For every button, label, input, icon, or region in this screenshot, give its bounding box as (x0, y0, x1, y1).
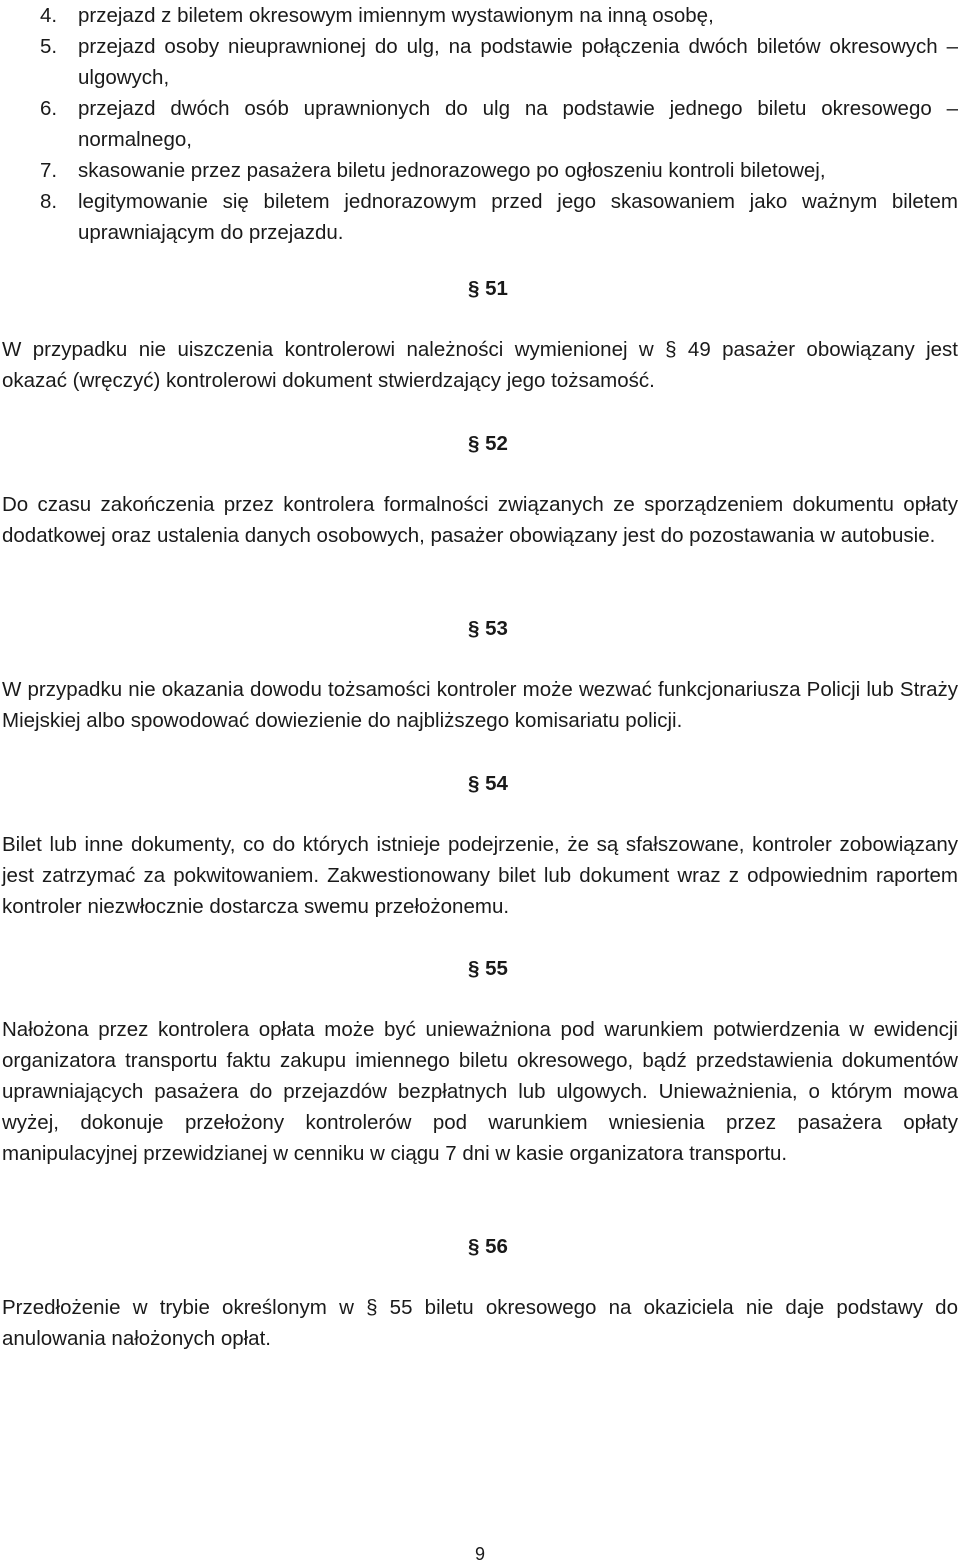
list-item-number: 8. (40, 190, 58, 213)
section-text: W przypadku nie okazania dowodu tożsamości kontroler może wezwać funkcjonariusza Policji lub Straży Miejskiej albo spowodować dowiezienie do najbliższego komisariatu policji. (2, 678, 958, 732)
list-item-text: przejazd dwóch osób uprawnionych do ulg na podstawie jednego biletu okresowego – normalnego, (78, 97, 958, 151)
section-52 (0, 428, 960, 547)
list-item-4 (0, 0, 960, 31)
list-item-text: legitymowanie się biletem jednorazowym przed jego skasowaniem jako ważnym biletem uprawniającym do przejazdu. (78, 190, 958, 244)
section-text: Przedłożenie w trybie określonym w § 55 biletu okresowego na okaziciela nie daje podstawy do anulowania nałożonych opłat. (2, 1296, 958, 1350)
section-text: Do czasu zakończenia przez kontrolera formalności związanych ze sporządzeniem dokumentu opłaty dodatkowej oraz ustalenia danych osobowych, pasażer obowiązany jest do pozostawania w autobusie. (2, 493, 958, 547)
list-item-text: skasowanie przez pasażera biletu jednorazowego po ogłoszeniu kontroli biletowej, (78, 159, 826, 182)
numbered-list (0, 0, 960, 248)
list-item-number: 6. (40, 97, 58, 120)
list-item-number: 7. (40, 159, 58, 182)
section-text: W przypadku nie uiszczenia kontrolerowi należności wymienionej w § 49 pasażer obowiązany jest okazać (wręczyć) kontrolerowi dokument stwierdzający jego tożsamość. (2, 338, 958, 392)
list-item-5 (0, 31, 960, 93)
list-item-7 (0, 155, 960, 186)
list-item-text: przejazd osoby nieuprawnionej do ulg, na podstawie połączenia dwóch biletów okresowych – ulgowych, (78, 35, 958, 89)
section-heading: § 56 (468, 1235, 508, 1258)
section-54 (0, 768, 960, 918)
section-53 (0, 613, 960, 732)
section-55 (0, 953, 960, 1165)
page-number: 9 (474, 1544, 485, 1564)
section-heading: § 53 (468, 617, 508, 640)
section-heading: § 52 (468, 432, 508, 455)
list-item-text: przejazd z biletem okresowym imiennym wystawionym na inną osobę, (78, 4, 714, 27)
list-item-6 (0, 93, 960, 155)
section-text: Bilet lub inne dokumenty, co do których istnieje podejrzenie, że są sfałszowane, kontroler zobowiązany jest zatrzymać za pokwitowaniem. Zakwestionowany bilet lub dokument wraz z odpowiednim raportem kontroler niezwłocznie dostarcza swemu przełożonemu. (2, 833, 958, 918)
section-51 (0, 273, 960, 392)
list-item-8 (0, 186, 960, 248)
section-heading: § 54 (468, 772, 508, 795)
list-item-number: 4. (40, 4, 58, 27)
section-heading: § 55 (468, 957, 508, 980)
list-item-number: 5. (40, 35, 58, 58)
section-56 (0, 1231, 960, 1350)
section-heading: § 51 (468, 277, 508, 300)
section-text: Nałożona przez kontrolera opłata może być unieważniona pod warunkiem potwierdzenia w ewidencji organizatora transportu faktu zakupu imiennego biletu okresowego, bądź przedstawienia dokumentów uprawniających pasażera do przejazdów bezpłatnych lub ulgowych. Unieważnienia, o którym mowa wyżej, dokonuje przełożony kontrolerów pod warunkiem wniesienia przez pasażera opłaty manipulacyjnej przewidzianej w cenniku w ciągu 7 dni w kasie organizatora transportu. (2, 1018, 958, 1165)
